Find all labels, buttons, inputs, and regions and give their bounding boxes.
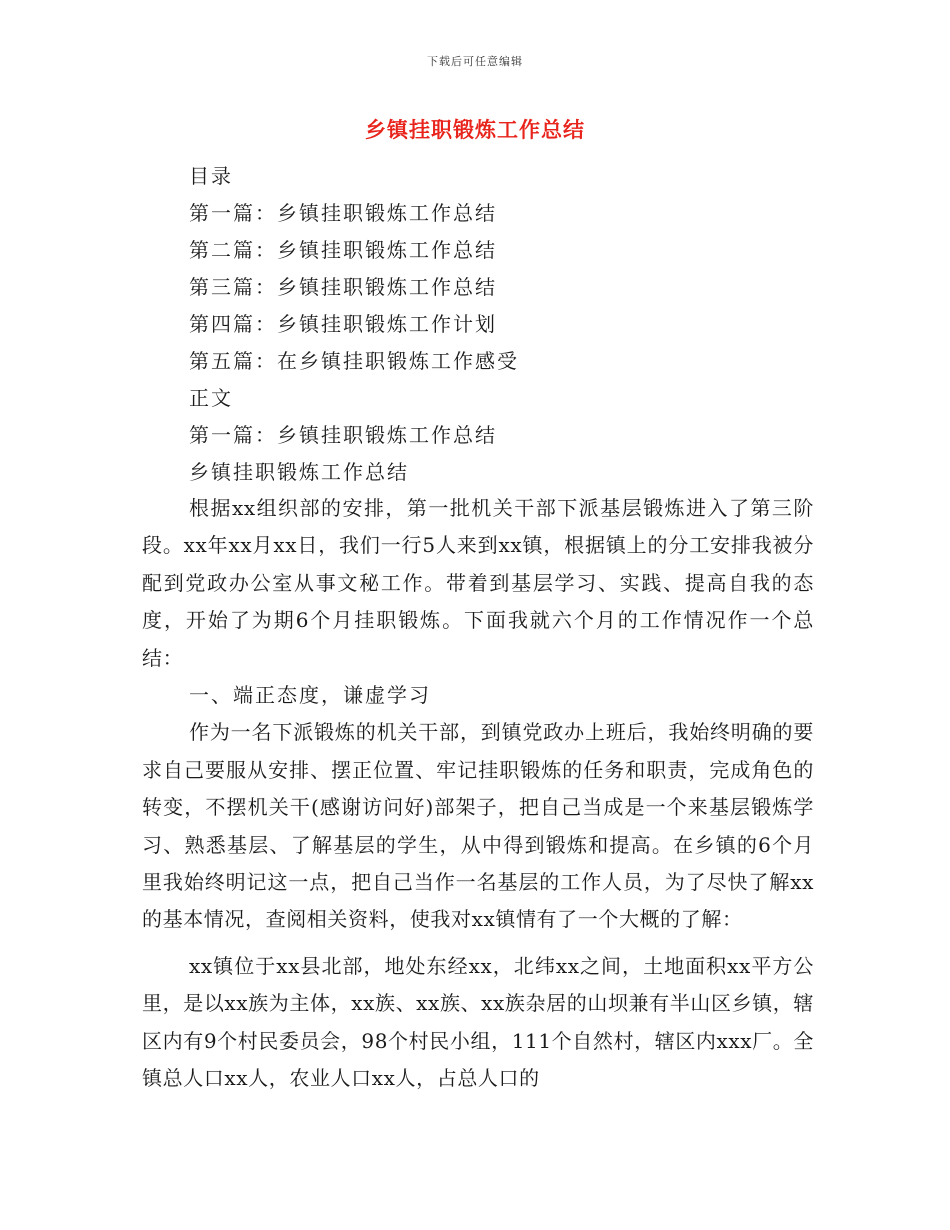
section-heading: 一、端正态度，谦虚学习 [189,683,431,708]
article-body [142,490,814,1098]
page-header-note: 下载后可任意编辑 [427,55,523,68]
toc-label: 目录 [189,164,233,188]
toc-item: 第四篇：乡镇挂职锻炼工作计划 [189,312,497,336]
paragraph: 作为一名下派锻炼的机关干部，到镇党政办上班后，我始终明确的要求自己要服从安排、摆正位置、牢记挂职锻炼的任务和职责，完成角色的转变，不摆机关干(感谢访问好)部架子，把自己当成是一个来基层锻炼学习、熟悉基层、了解基层的学生，从中得到锻炼和提高。在乡镇的6个月里我始终明记这一点，把自己当作一名基层的工作人员，为了尽快了解xx的基本情况，查阅相关资料，使我对xx镇情有了一个大概的了解： [142,720,814,932]
paragraph: xx镇位于xx县北部，地处东经xx，北纬xx之间，土地面积xx平方公里，是以xx族为主体，xx族、xx族、xx族杂居的山坝兼有半山区乡镇，辖区内有9个村民委员会，98个村民小组，111个自然村，辖区内xxx厂。全镇总人口xx人，农业人口xx人，占总人口的 [142,953,814,1091]
paragraph: 根据xx组织部的安排，第一批机关干部下派基层锻炼进入了第三阶段。xx年xx月xx日，我们一行5人来到xx镇，根据镇上的分工安排我被分配到党政办公室从事文秘工作。带着到基层学习、实践、提高自我的态度，开始了为期6个月挂职锻炼。下面我就六个月的工作情况作一个总结： [142,496,814,670]
table-of-contents [189,158,829,491]
toc-item: 第二篇：乡镇挂职锻炼工作总结 [189,238,497,262]
toc-item: 第五篇：在乡镇挂职锻炼工作感受 [189,349,519,373]
document-title: 乡镇挂职锻炼工作总结 [365,117,585,142]
toc-item: 第一篇：乡镇挂职锻炼工作总结 [189,201,497,225]
toc-item: 第三篇：乡镇挂职锻炼工作总结 [189,275,497,299]
section-title: 第一篇：乡镇挂职锻炼工作总结 [189,423,497,447]
article-title: 乡镇挂职锻炼工作总结 [189,460,409,484]
body-label: 正文 [189,386,233,410]
